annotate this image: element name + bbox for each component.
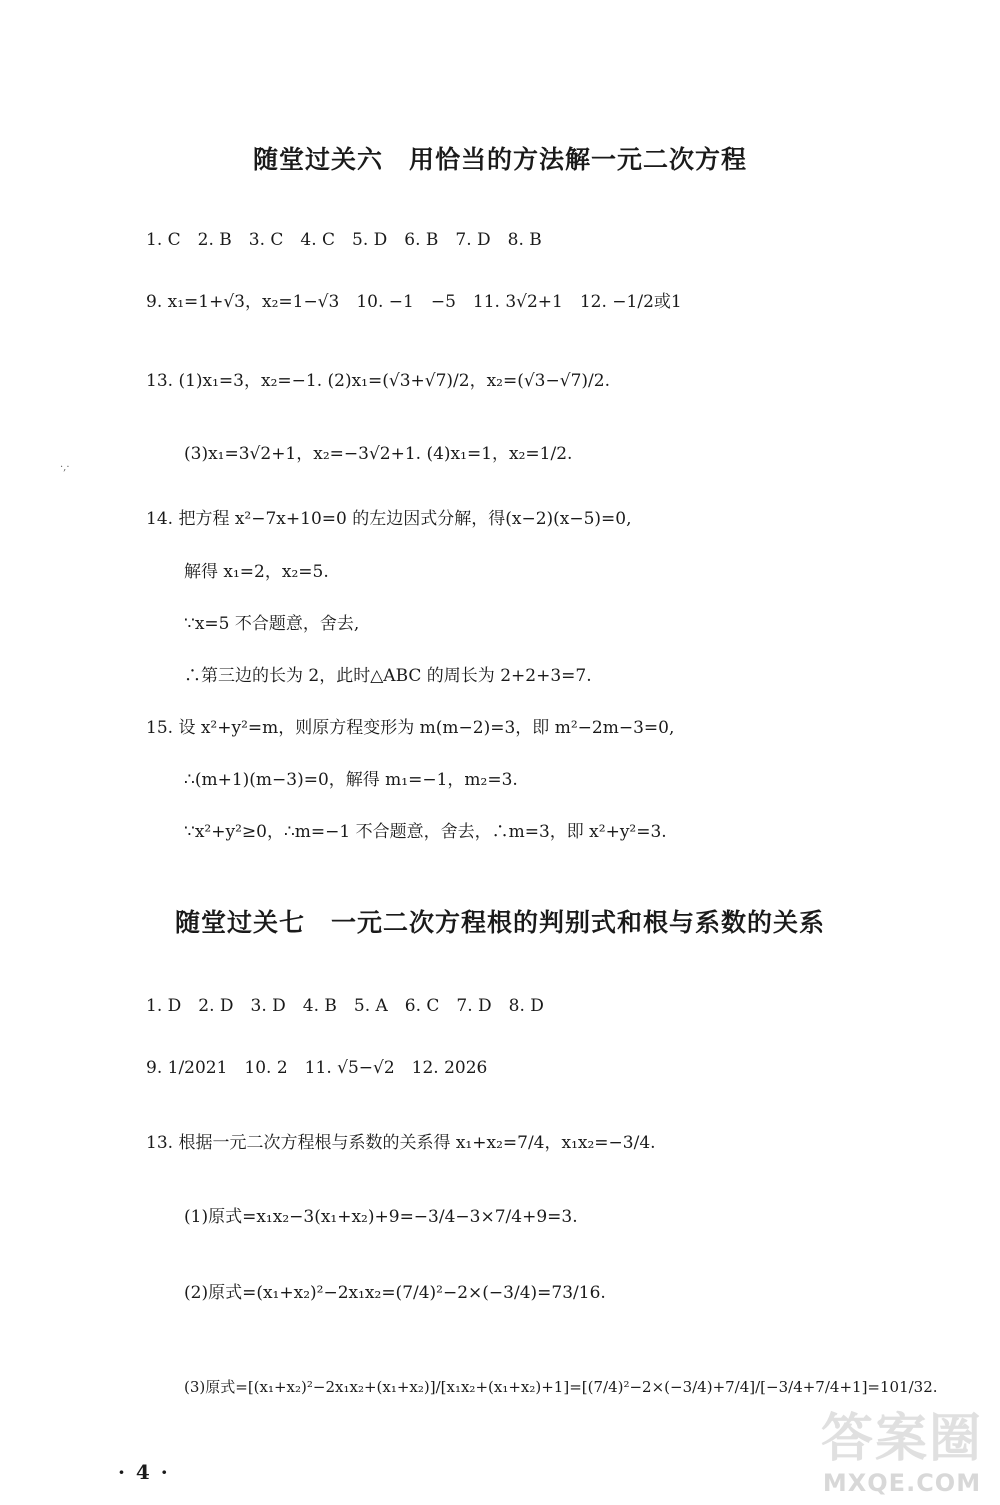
answer-line: 1. C 2. B 3. C 4. C 5. D 6. B 7. D 8. B [146,230,542,250]
watermark-url: MXQE.COM [822,1469,982,1497]
answer-line: (1)原式=x₁x₂−3(x₁+x₂)+9=−3/4−3×7/4+9=3. [184,1207,578,1227]
answer-line: ∴(m+1)(m−3)=0，解得 m₁=−1，m₂=3. [184,770,518,790]
answer-line: (3)原式=[(x₁+x₂)²−2x₁x₂+(x₁+x₂)]/[x₁x₂+(x₁+x₂)+1]=[(7/4)²−2×(−3/4)+7/4]/[−3/4+7/4+1]=101/32. [184,1378,938,1396]
answer-line: 1. D 2. D 3. D 4. B 5. A 6. C 7. D 8. D [146,996,544,1016]
watermark [812,1409,992,1499]
section6-title: 随堂过关六 用恰当的方法解一元二次方程 [252,145,747,174]
answer-line: ∴第三边的长为 2，此时△ABC 的周长为 2+2+3=7. [184,666,592,686]
answer-line: 解得 x₁=2，x₂=5. [184,562,329,582]
answer-line: 9. x₁=1+√3，x₂=1−√3 10. −1 −5 11. 3√2+1 12. −1/2或1 [146,292,682,312]
answer-line: 13. 根据一元二次方程根与系数的关系得 x₁+x₂=7/4，x₁x₂=−3/4. [146,1133,656,1153]
answer-line: (2)原式=(x₁+x₂)²−2x₁x₂=(7/4)²−2×(−3/4)=73/16. [184,1283,606,1303]
watermark-logo: 答案圈 [820,1409,983,1469]
answer-line: 13. (1)x₁=3，x₂=−1. (2)x₁=(√3+√7)/2，x₂=(√3−√7)/2. [146,371,610,391]
answer-line: ∵x=5 不合题意，舍去, [184,614,360,634]
answer-line: 9. 1/2021 10. 2 11. √5−√2 12. 2026 [146,1058,488,1078]
stray-mark: ·,· [60,462,70,473]
answer-line: 14. 把方程 x²−7x+10=0 的左边因式分解，得(x−2)(x−5)=0, [146,509,632,529]
answer-line: (3)x₁=3√2+1，x₂=−3√2+1. (4)x₁=1，x₂=1/2. [184,444,573,464]
answer-line: ∵x²+y²≥0，∴m=−1 不合题意，舍去，∴m=3，即 x²+y²=3. [184,822,667,842]
section7-title: 随堂过关七 一元二次方程根的判别式和根与系数的关系 [174,908,825,937]
page-number: · 4 · [118,1460,170,1484]
answer-line: 15. 设 x²+y²=m，则原方程变形为 m(m−2)=3，即 m²−2m−3=0, [146,718,675,738]
